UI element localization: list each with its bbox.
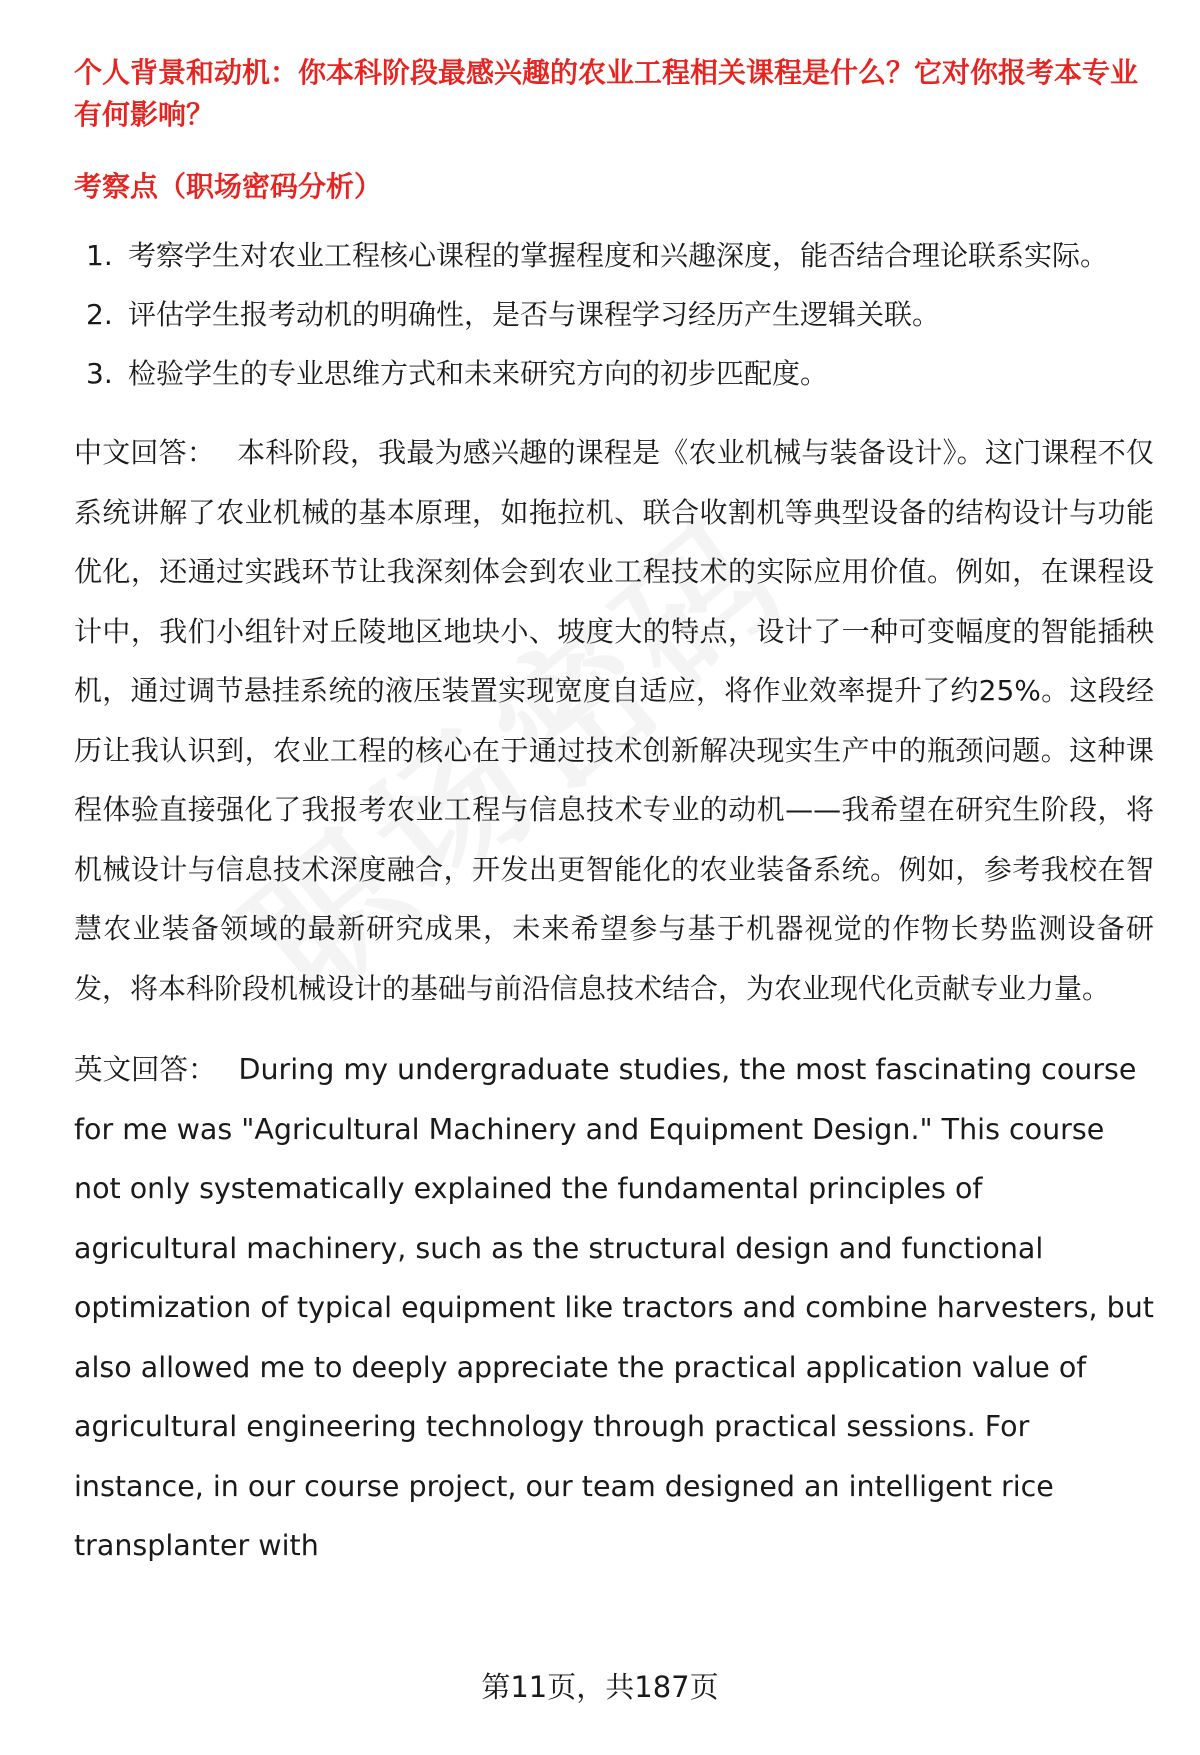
list-item-text: 评估学生报考动机的明确性，是否与课程学习经历产生逻辑关联。 — [128, 298, 941, 331]
page-content — [74, 52, 1154, 1576]
question-heading: 个人背景和动机：你本科阶段最感兴趣的农业工程相关课程是什么？它对你报考本专业有何影响？ — [74, 56, 1139, 131]
list-item — [74, 285, 1154, 344]
list-item-text: 考察学生对农业工程核心课程的掌握程度和兴趣深度，能否结合理论联系实际。 — [128, 239, 1109, 272]
list-item — [74, 344, 1154, 403]
list-item-number: 2. — [86, 298, 113, 331]
answer-chinese — [74, 423, 1154, 1018]
assessment-points-list — [74, 226, 1154, 403]
list-item-text: 检验学生的专业思维方式和未来研究方向的初步匹配度。 — [128, 357, 829, 390]
list-item — [74, 226, 1154, 285]
answer-english — [74, 1040, 1154, 1576]
answer-english-label: 英文回答： — [74, 1053, 217, 1086]
list-item-number: 3. — [86, 357, 113, 390]
answer-chinese-text: 本科阶段，我最为感兴趣的课程是《农业机械与装备设计》。这门课程不仅系统讲解了农业机械的基本原理，如拖拉机、联合收割机等典型设备的结构设计与功能优化，还通过实践环节让我深刻体会到农业工程技术的实际应用价值。例如，在课程设计中，我们小组针对丘陵地区地块小、坡度大的特点，设计了一种可变幅度的智能插秧机，通过调节悬挂系统的液压装置实现宽度自适应，将作业效率提升了约25%。这段经历让我认识到，农业工程的核心在于通过技术创新解决现实生产中的瓶颈问题。这种课程体验直接强化了我报考农业工程与信息技术专业的动机——我希望在研究生阶段，将机械设计与信息技术深度融合，开发出更智能化的农业装备系统。例如，参考我校在智慧农业装备领域的最新研究成果，未来希望参与基于机器视觉的作物长势监测设备研发，将本科阶段机械设计的基础与前沿信息技术结合，为农业现代化贡献专业力量。 — [74, 436, 1154, 1005]
answer-chinese-label: 中文回答： — [74, 436, 216, 469]
page-number-footer: 第11页，共187页 — [481, 1670, 719, 1704]
assessment-title: 考察点（职场密码分析） — [74, 170, 383, 203]
answer-english-text: During my undergraduate studies, the most fascinating course for me was "Agricultural Machinery and Equipment Design." This course not only systematically explained the fundamental principles of agricultural machinery, such as the structural design and functional optimization of typical equipment like tractors and combine harvesters, but also allowed me to deeply appreciate the practical application value of agricultural engineering technology through practical sessions. For instance, in our course project, our team designed an intelligent rice transplanter with — [74, 1053, 1154, 1562]
list-item-number: 1. — [86, 239, 113, 272]
